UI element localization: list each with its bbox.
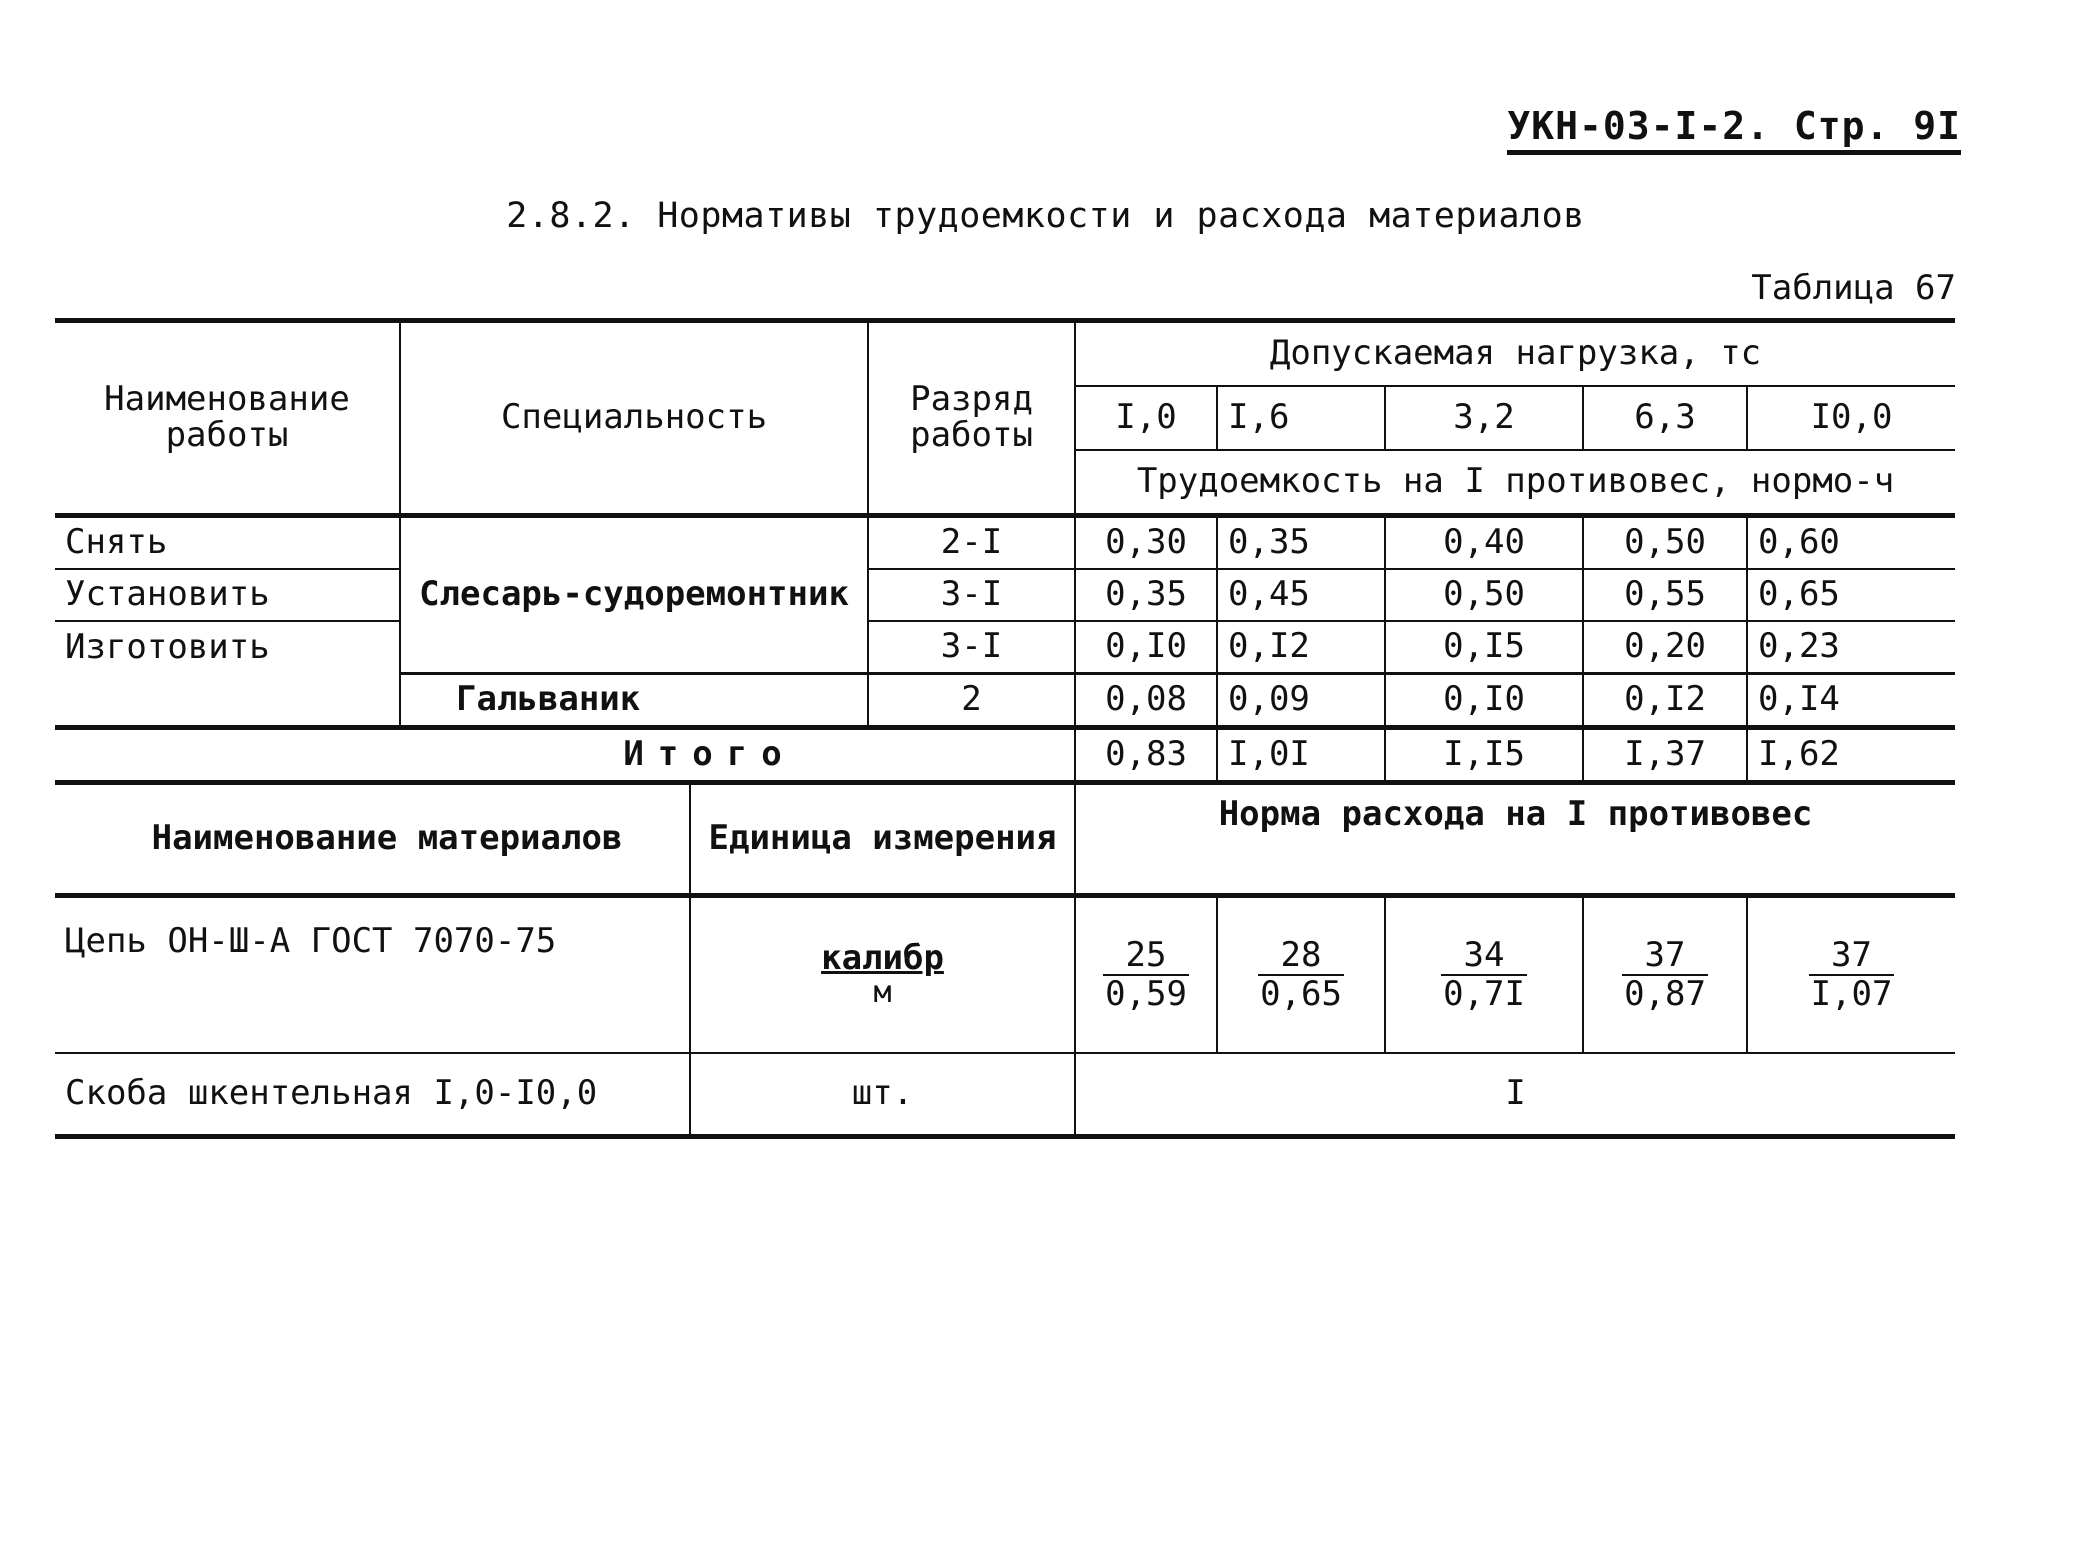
material-name: Цепь ОН-Ш-А ГОСТ 7070-75 xyxy=(55,896,690,1054)
labor-value: 0,I2 xyxy=(1217,621,1385,674)
material-name: Скоба шкентельная I,0-I0,0 xyxy=(55,1053,690,1137)
material-norm xyxy=(1747,896,1955,1054)
grade-cell: 2-I xyxy=(868,516,1075,570)
labor-value: 0,45 xyxy=(1217,569,1385,621)
labor-value: 0,I5 xyxy=(1385,621,1583,674)
work-name-empty xyxy=(55,674,400,728)
labor-value: 0,09 xyxy=(1217,674,1385,728)
material-unit: шт. xyxy=(690,1053,1075,1137)
labor-value: 0,I2 xyxy=(1583,674,1747,728)
labor-value: 0,23 xyxy=(1747,621,1955,674)
norm-denominator: 0,65 xyxy=(1260,974,1342,1014)
labor-value: 0,35 xyxy=(1075,569,1217,621)
labor-value: 0,08 xyxy=(1075,674,1217,728)
table-number: Таблица 67 xyxy=(1751,268,1956,308)
work-name: Установить xyxy=(55,569,400,621)
labor-value: 0,I0 xyxy=(1075,621,1217,674)
labor-value: 0,50 xyxy=(1385,569,1583,621)
material-norm xyxy=(1385,896,1583,1054)
col-header-specialty: Специальность xyxy=(400,321,868,516)
norm-denominator: 0,87 xyxy=(1624,974,1706,1014)
labor-value: 0,I4 xyxy=(1747,674,1955,728)
labor-value: 0,65 xyxy=(1747,569,1955,621)
labor-value: 0,60 xyxy=(1747,516,1955,570)
grade-cell: 2 xyxy=(868,674,1075,728)
load-value: I,6 xyxy=(1217,386,1385,450)
material-norm xyxy=(1217,896,1385,1054)
work-name: Изготовить xyxy=(55,621,400,674)
grade-cell: 3-I xyxy=(868,621,1075,674)
specialty-cell: Гальваник xyxy=(400,674,868,728)
material-norm xyxy=(1075,896,1217,1054)
labor-header: Трудоемкость на I противовес, нормо-ч xyxy=(1075,450,1955,516)
labor-value: 0,40 xyxy=(1385,516,1583,570)
norm-numerator: 37 xyxy=(1809,937,1895,976)
total-value: I,I5 xyxy=(1385,728,1583,783)
work-name: Снять xyxy=(55,516,400,570)
labor-value: 0,30 xyxy=(1075,516,1217,570)
section-title-text: 2.8.2. Нормативы трудоемкости и расхода материалов xyxy=(506,196,1585,236)
norm-numerator: 28 xyxy=(1258,937,1344,976)
load-header: Допускаемая нагрузка, тс xyxy=(1075,321,1955,387)
section-title xyxy=(0,196,2091,236)
norms-table xyxy=(55,318,1955,1139)
load-value: 6,3 xyxy=(1583,386,1747,450)
norm-denominator: 0,59 xyxy=(1105,974,1187,1014)
norm-numerator: 34 xyxy=(1441,937,1527,976)
materials-col-norm: Норма расхода на I противовес xyxy=(1075,783,1955,896)
labor-value: 0,35 xyxy=(1217,516,1385,570)
total-value: 0,83 xyxy=(1075,728,1217,783)
load-value: I0,0 xyxy=(1747,386,1955,450)
unit-denominator: м xyxy=(873,974,892,1010)
norm-denominator: 0,7I xyxy=(1443,974,1525,1014)
grade-cell: 3-I xyxy=(868,569,1075,621)
total-value: I,62 xyxy=(1747,728,1955,783)
col-header-grade: Разряд работы xyxy=(868,321,1075,516)
load-value: 3,2 xyxy=(1385,386,1583,450)
labor-value: 0,I0 xyxy=(1385,674,1583,728)
norm-numerator: 25 xyxy=(1103,937,1189,976)
materials-col-unit: Единица измерения xyxy=(690,783,1075,896)
material-norm: I xyxy=(1075,1053,1955,1137)
total-value: I,37 xyxy=(1583,728,1747,783)
material-unit xyxy=(690,896,1075,1054)
labor-value: 0,20 xyxy=(1583,621,1747,674)
total-label: Итого xyxy=(55,728,1075,783)
material-norm xyxy=(1583,896,1747,1054)
load-value: I,0 xyxy=(1075,386,1217,450)
norm-numerator: 37 xyxy=(1622,937,1708,976)
materials-col-name: Наименование материалов xyxy=(55,783,690,896)
unit-numerator: калибр xyxy=(821,937,944,978)
specialty-cell: Слесарь-судоремонтник xyxy=(400,516,868,674)
norm-denominator: I,07 xyxy=(1810,974,1893,1014)
col-header-work: Наименование работы xyxy=(55,321,400,516)
labor-value: 0,50 xyxy=(1583,516,1747,570)
labor-value: 0,55 xyxy=(1583,569,1747,621)
document-code: УКН-03-I-2. Стр. 9I xyxy=(1507,104,1961,155)
total-value: I,0I xyxy=(1217,728,1385,783)
